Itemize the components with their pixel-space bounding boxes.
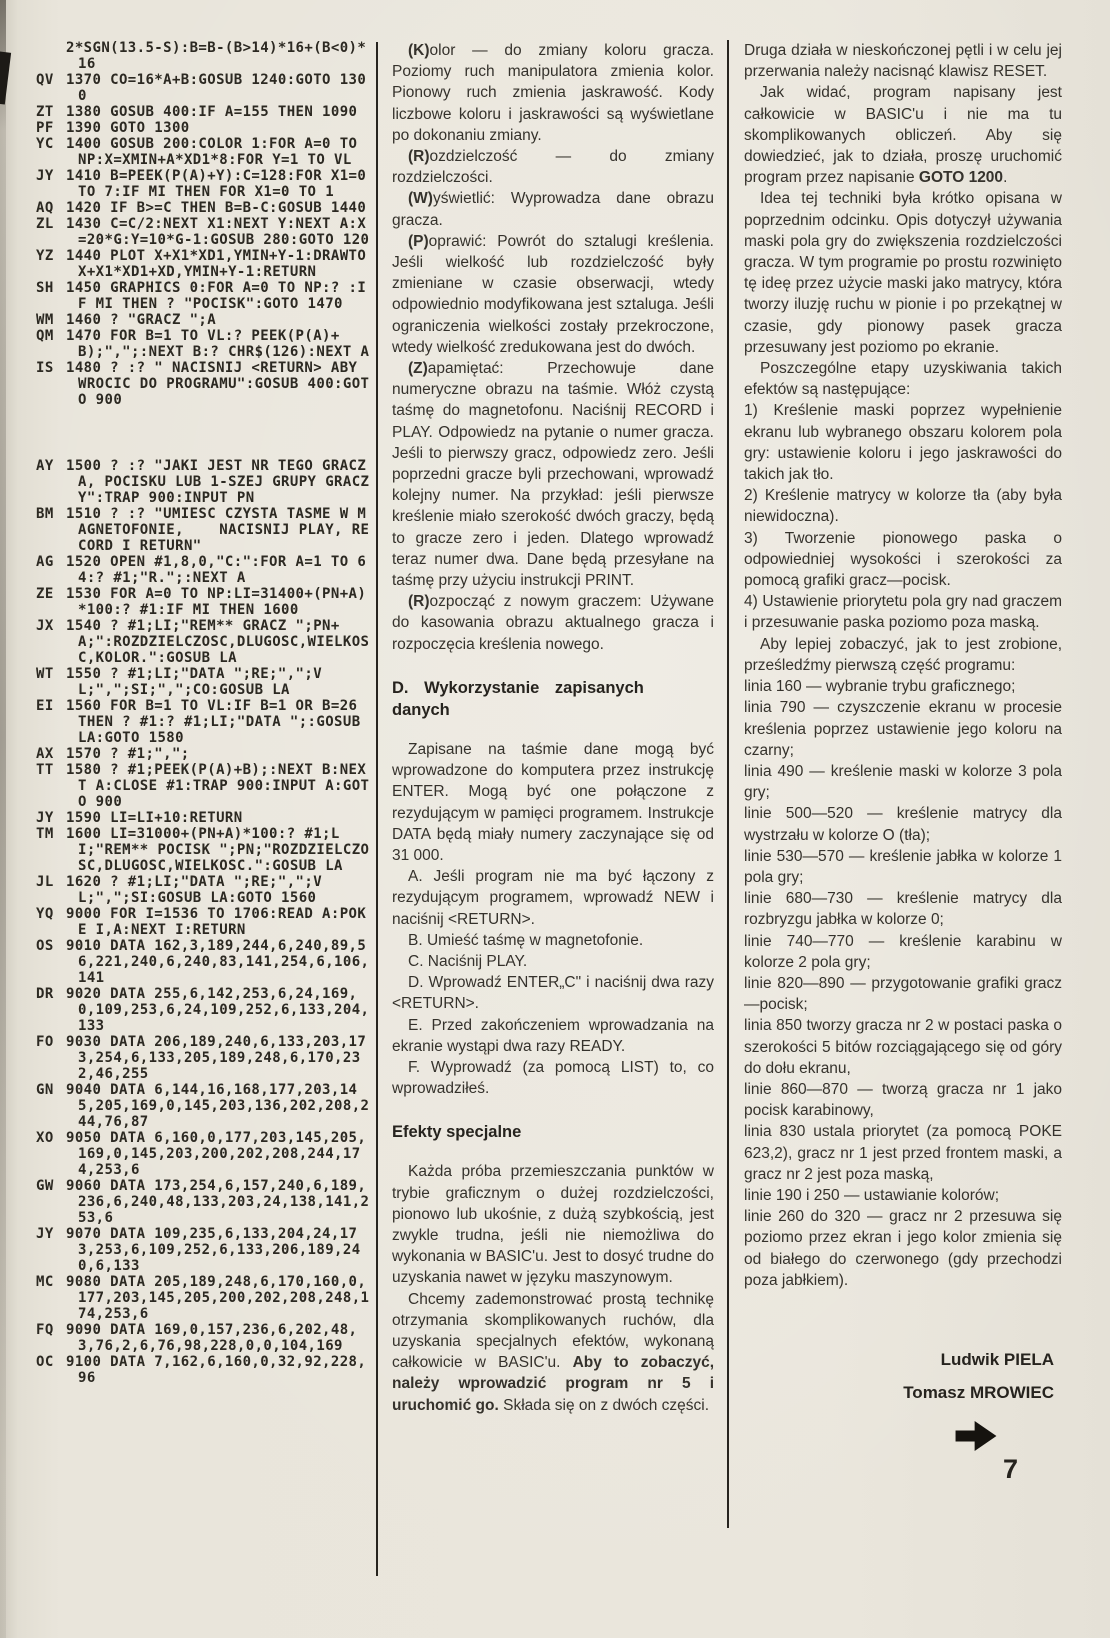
listing-checksum-code: OC bbox=[36, 1354, 54, 1370]
column-divider-right bbox=[727, 40, 729, 1528]
text-run: linie 820—890 — przygotowanie grafiki gracz—pocisk; bbox=[744, 974, 1062, 1014]
listing-code-text: 9060 DATA 173,254,6,157,240,6,189,236,6,240,48,133,203,24,138,141,253,6 bbox=[66, 1178, 370, 1226]
listing-code-text: 2*SGN(13.5-S):B=B-(B>14)*16+(B<0)*16 bbox=[66, 40, 367, 72]
paragraph bbox=[744, 761, 1062, 803]
text-run: ozpocząć z nowym graczem: Używane do kasowania obrazu aktualnego gracza i rozpoczęcia kreślenia nowego. bbox=[392, 593, 714, 653]
text-run: Aby lepiej zobaczyć, jak to jest zrobione, prześledźmy pierwszą część programu: bbox=[744, 635, 1062, 674]
listing-checksum-code: EI bbox=[36, 698, 54, 714]
listing-code-text: 9100 DATA 7,162,6,160,0,32,92,228,96 bbox=[66, 1354, 367, 1386]
listing-checksum-code: JY bbox=[36, 810, 54, 826]
paragraph bbox=[744, 485, 1062, 527]
author-name: Ludwik PIELA bbox=[940, 1349, 1054, 1369]
listing-checksum-code: OS bbox=[36, 938, 54, 954]
listing-checksum-code: IS bbox=[36, 360, 54, 376]
listing-line bbox=[36, 554, 370, 586]
listing-code-text: 9070 DATA 109,235,6,133,204,24,173,253,6,109,252,6,133,206,189,240,6,133 bbox=[66, 1226, 361, 1274]
listing-checksum-code: XO bbox=[36, 1130, 54, 1146]
scan-edge-artifact bbox=[0, 51, 11, 104]
listing-code-text: 9080 DATA 205,189,248,6,170,160,0,177,203,145,205,200,202,208,248,174,253,6 bbox=[66, 1274, 370, 1322]
listing-code-text: 1420 IF B>=C THEN B=B-C:GOSUB 1440 bbox=[66, 200, 367, 216]
listing-code-text: 9010 DATA 162,3,189,244,6,240,89,56,221,240,6,240,83,141,254,6,106,141 bbox=[66, 938, 370, 986]
listing-line bbox=[36, 810, 370, 826]
listing-checksum-code: SH bbox=[36, 280, 54, 296]
article-column-right bbox=[744, 40, 1062, 1485]
listing-code-text: 1550 ? #1;LI;"DATA ";RE;",";VL;",";SI;",";CO:GOSUB LA bbox=[66, 666, 323, 698]
listing-checksum-code: WM bbox=[36, 312, 54, 328]
paragraph bbox=[392, 231, 714, 358]
listing-code-text: 1370 CO=16*A+B:GOSUB 1240:GOTO 1300 bbox=[66, 72, 367, 104]
listing-checksum-code: ZT bbox=[36, 104, 54, 120]
listing-line bbox=[36, 104, 370, 120]
paragraph bbox=[392, 930, 714, 951]
listing-code-text: 1570 ? #1;","; bbox=[66, 746, 190, 762]
listing-line bbox=[36, 618, 370, 666]
listing-checksum-code: YZ bbox=[36, 248, 54, 264]
article-text-right bbox=[744, 40, 1062, 1291]
text-run: Druga działa w nieskończonej pętli i w celu jej przerwania należy nacisnąć klawisz RESET. bbox=[744, 42, 1062, 81]
listing-line bbox=[36, 698, 370, 746]
paragraph bbox=[392, 739, 714, 866]
listing-checksum-code: ZL bbox=[36, 216, 54, 232]
paragraph bbox=[392, 40, 714, 146]
listing-checksum-code: TT bbox=[36, 762, 54, 778]
paragraph bbox=[744, 1185, 1062, 1206]
listing-line bbox=[36, 216, 370, 248]
listing-section-gap bbox=[36, 408, 370, 458]
paragraph bbox=[392, 1057, 714, 1099]
listing-line bbox=[36, 1322, 370, 1354]
text-run: Idea tej techniki była krótko opisana w poprzednim odcinku. Opis dotyczył używania maski pola gry do zwiększenia rozdzielczości gracza. W tym programie po prostu rozwinięto tę ideę przez użycie maski jako matrycy, która tworzy iluzję ruchu w pionie i po przekątnej w czasie, gdy pionowy pasek gracza przesuwany jest poziomo po ekranie. bbox=[744, 190, 1062, 356]
listing-code-text: 1500 ? :? "JAKI JEST NR TEGO GRACZA, POCISKU LUB 1-SZEJ GRUPY GRACZY":TRAP 900:INPUT PN bbox=[66, 458, 370, 506]
paragraph bbox=[392, 951, 714, 972]
text-run: yświetlić: Wyprowadza dane obrazu gracza. bbox=[392, 190, 714, 229]
listing-line bbox=[36, 666, 370, 698]
paragraph bbox=[744, 888, 1062, 930]
paragraph bbox=[744, 973, 1062, 1015]
paragraph bbox=[392, 358, 714, 591]
listing-line bbox=[36, 938, 370, 986]
article-column-middle bbox=[392, 40, 714, 1416]
bold-text-run: (Z) bbox=[408, 360, 428, 378]
text-run: linia 830 ustala priorytet (za pomocą POKE 623,2), gracz nr 1 jest przed frontem maski, a gracz nr 2 jest poza maską, bbox=[744, 1123, 1062, 1183]
listing-checksum-code: QM bbox=[36, 328, 54, 344]
authors-block bbox=[744, 1343, 1062, 1409]
bold-text-run: (R) bbox=[408, 148, 430, 166]
listing-checksum-code: AX bbox=[36, 746, 54, 762]
paragraph bbox=[744, 40, 1062, 82]
section-heading: D. Wykorzystanie zapisanych danych bbox=[392, 678, 644, 719]
listing-code-text: 1450 GRAPHICS 0:FOR A=0 TO NP:? :IF MI THEN ? "POCISK":GOTO 1470 bbox=[66, 280, 367, 312]
text-run: Chcemy zademonstrować prostą technikę otrzymania skomplikowanych ruchów, dla uzyskania specjalnych efektów, wykonaną całkowicie w BASIC'u. bbox=[392, 1290, 714, 1372]
text-run: 1) Kreślenie maski poprzez wypełnienie ekranu lub wybranego obszaru kolorem pola gry: ustawienie koloru i jego jaskrawości do takich jak tło. bbox=[744, 402, 1062, 484]
listing-checksum-code: MC bbox=[36, 1274, 54, 1290]
paragraph bbox=[744, 676, 1062, 697]
text-run: F. Wyprowadź (za pomocą LIST) to, co wprowadziłeś. bbox=[392, 1058, 714, 1098]
text-run: linie 530—570 — kreślenie jabłka w kolorze 1 pola gry; bbox=[744, 847, 1062, 886]
text-run: linie 500—520 — kreślenie matrycy dla wystrzału w kolorze O (tła); bbox=[744, 805, 1062, 844]
listing-checksum-code: JL bbox=[36, 874, 54, 890]
listing-checksum-code: GN bbox=[36, 1082, 54, 1098]
text-run: E. Przed zakończeniem wprowadzania na ekranie wystąpi dwa razy READY. bbox=[392, 1016, 714, 1055]
listing-line bbox=[36, 458, 370, 506]
text-run: linia 160 — wybranie trybu graficznego; bbox=[744, 678, 1016, 696]
text-run: linie 260 do 320 — gracz nr 2 przesuwa się poziomo przez ekran i jego kolor zmienia się od białego do czerwonego (gdy przechodzi poza jabłkiem). bbox=[744, 1208, 1062, 1289]
listing-checksum-code: AY bbox=[36, 458, 54, 474]
listing-checksum-code: YQ bbox=[36, 906, 54, 922]
bold-text-run: (P) bbox=[408, 232, 429, 250]
text-run: 3) Tworzenie pionowego paska o odpowiedniej wysokości i szerokości za pomocą grafiki gracz—pocisk. bbox=[744, 529, 1062, 590]
listing-line bbox=[36, 120, 370, 136]
listing-checksum-code: PF bbox=[36, 120, 54, 136]
paragraph bbox=[744, 358, 1062, 400]
listing-line bbox=[36, 1274, 370, 1322]
page-number: 7 bbox=[1002, 1454, 1018, 1485]
listing-line bbox=[36, 40, 370, 72]
listing-code-text: 1560 FOR B=1 TO VL:IF B=1 OR B=26 THEN ? #1:? #1;LI;"DATA ";:GOSUB LA:GOTO 1580 bbox=[66, 698, 370, 746]
listing-line bbox=[36, 360, 370, 408]
paragraph bbox=[392, 866, 714, 930]
text-run: linie 740—770 — kreślenie karabinu w kolorze 2 pola gry; bbox=[744, 932, 1062, 971]
paragraph bbox=[392, 146, 714, 188]
listing-checksum-code: JY bbox=[36, 1226, 54, 1242]
text-run: apamiętać: Przechowuje dane numeryczne obrazu na taśmie. Włóż czystą taśmę do magnetofonu. Naciśnij RECORD i PLAY. Odpowiedz na pytanie o numer gracza. Jeśli to pierwszy gracz, odpowiedz zero. Jeśli poprzedni gracze byli przechowani, wprowadź kolejny numer. Na przykład: jeśli pierwsze kreślenie miało szerokość dwóch graczy, będą to gracze zero i jeden. Dlatego wprowadź teraz numer dwa. Dane będą przesyłane na taśmę przy użyciu instrukcji PRINT. bbox=[392, 360, 714, 590]
text-run: linia 490 — kreślenie maski w kolorze 3 pola gry; bbox=[744, 762, 1062, 802]
listing-code-text: 9030 DATA 206,189,240,6,133,203,173,254,6,133,205,189,248,6,170,232,46,255 bbox=[66, 1034, 367, 1082]
listing-line bbox=[36, 746, 370, 762]
listing-code-text: 1460 ? "GRACZ ";A bbox=[66, 312, 217, 328]
listing-line bbox=[36, 72, 370, 104]
text-run: D. Wprowadź ENTER„C" i naciśnij dwa razy <RETURN>. bbox=[392, 974, 714, 1013]
listing-checksum-code: DR bbox=[36, 986, 54, 1002]
listing-code-text: 1520 OPEN #1,8,0,"C:":FOR A=1 TO 64:? #1;"R.";:NEXT A bbox=[66, 554, 367, 586]
listing-code-text: 1600 LI=31000+(PN+A)*100:? #1;LI;"REM** POCISK ";PN;"ROZDZIELCZOSC,DLUGOSC,WIELKOSC.":GOSUB LA bbox=[66, 826, 370, 874]
text-run: linia 850 tworzy gracza nr 2 w postaci paska o szerokości 5 bitów rozciągającego się od góry do dołu ekranu, bbox=[744, 1017, 1062, 1077]
column-divider-left bbox=[376, 42, 378, 1576]
listing-line bbox=[36, 136, 370, 168]
listing-line bbox=[36, 1178, 370, 1226]
paragraph bbox=[744, 1121, 1062, 1185]
paragraph bbox=[744, 528, 1062, 592]
listing-line bbox=[36, 328, 370, 360]
listing-code-text: 1440 PLOT X+X1*XD1,YMIN+Y-1:DRAWTO X+X1*XD1+XD,YMIN+Y-1:RETURN bbox=[66, 248, 376, 280]
listing-code-text: 1470 FOR B=1 TO VL:? PEEK(P(A)+B);",";:NEXT B:? CHR$(126):NEXT A bbox=[66, 328, 370, 360]
paragraph bbox=[744, 1206, 1062, 1291]
listing-line bbox=[36, 312, 370, 328]
author-name: Tomasz MROWIEC bbox=[903, 1382, 1054, 1402]
text-run: . bbox=[1003, 169, 1008, 187]
text-run: Każda próba przemieszczania punktów w trybie graficznym o dużej rozdzielczości, pionowo lub ukośnie, z dużą szybkością, jest zwykle trudna, jeśli nie niemożliwa do wykonania w BASIC'u. Jest to dosyć trudne do uzyskania nawet w języku maszynowym. bbox=[392, 1163, 714, 1287]
listing-code-text: 9040 DATA 6,144,16,168,177,203,145,205,169,0,145,203,136,202,208,244,76,87 bbox=[66, 1082, 370, 1130]
paragraph bbox=[392, 591, 714, 655]
listing-code-text: 1390 GOTO 1300 bbox=[66, 120, 190, 136]
bold-text-run: Aby to zobaczyć, należy wprowadzić program nr 5 i uruchomić go. bbox=[392, 1354, 714, 1414]
listing-code-text: 1540 ? #1;LI;"REM** GRACZ ";PN+A;":ROZDZIELCZOSC,DLUGOSC,WIELKOSC,KOLOR.":GOSUB LA bbox=[66, 618, 370, 666]
listing-code-text: 1580 ? #1;PEEK(P(A)+B);:NEXT B:NEXT A:CLOSE #1:TRAP 900:INPUT A:GOTO 900 bbox=[66, 762, 370, 810]
listing-line bbox=[36, 986, 370, 1034]
listing-code-text: 1510 ? :? "UMIESC CZYSTA TASME W MAGNETOFONIE, NACISNIJ PLAY, RECORD I RETURN" bbox=[66, 506, 370, 554]
bold-text-run: GOTO 1200 bbox=[918, 169, 1004, 187]
text-run: Jak widać, program napisany jest całkowicie w BASIC'u i nie ma tu skomplikowanych obliczeń. Aby się dowiedzieć, jak to działa, proszę uruchomić program przez napisanie bbox=[744, 84, 1062, 187]
listing-checksum-code: TM bbox=[36, 826, 54, 842]
text-run: A. Jeśli program nie ma być łączony z rezydującym programem, wprowadź NEW i naciśnij <RETURN>. bbox=[392, 868, 714, 928]
listing-line bbox=[36, 1130, 370, 1178]
listing-checksum-code: FQ bbox=[36, 1322, 54, 1338]
scan-edge-shadow bbox=[0, 0, 6, 1638]
listing-code-text: 9050 DATA 6,160,0,177,203,145,205,169,0,145,203,200,202,208,244,174,253,6 bbox=[66, 1130, 367, 1178]
listing-line bbox=[36, 248, 376, 280]
listing-line bbox=[36, 906, 370, 938]
bold-text-run: (R) bbox=[408, 593, 430, 611]
text-run: C. Naciśnij PLAY. bbox=[408, 952, 528, 970]
listing-code-text: 9090 DATA 169,0,157,236,6,202,48,3,76,2,6,76,98,228,0,0,104,169 bbox=[66, 1322, 358, 1354]
paragraph bbox=[744, 188, 1062, 358]
text-run: olor — do zmiany koloru gracza. Poziomy ruch manipulatora zmienia kolor. Pionowy ruch zmienia jaskrawość. Kody liczbowe koloru i jaskrawości są wyświetlane po dokonaniu zmiany. bbox=[392, 42, 714, 144]
text-run: Składa się on z dwóch części. bbox=[498, 1396, 710, 1414]
listing-code-text: 9000 FOR I=1536 TO 1706:READ A:POKE I,A:NEXT I:RETURN bbox=[66, 906, 367, 938]
text-run: Zapisane na taśmie dane mogą być wprowadzone do komputera przez instrukcję ENTER. Mogą być one połączone z rezydującym w pamięci programem. Instrukcje DATA będą miały numery zaczynające się od 31 000. bbox=[392, 740, 714, 864]
text-run: linie 190 i 250 — ustawianie kolorów; bbox=[744, 1186, 1000, 1204]
text-run: 2) Kreślenie matrycy w kolorze tła (aby była niewidoczna). bbox=[744, 487, 1062, 526]
text-run: linie 680—730 — kreślenie matrycy dla rozbryzgu jabłka w kolorze 0; bbox=[744, 890, 1062, 929]
listing-checksum-code: JX bbox=[36, 618, 54, 634]
text-run: Poszczególne etapy uzyskiwania takich efektów są następujące: bbox=[744, 360, 1062, 399]
listing-checksum-code: ZE bbox=[36, 586, 54, 602]
section-heading: Efekty specjalne bbox=[392, 1123, 522, 1142]
paragraph bbox=[744, 634, 1062, 676]
listing-checksum-code: AG bbox=[36, 554, 54, 570]
paragraph bbox=[744, 82, 1062, 188]
bold-text-run: (K) bbox=[408, 42, 430, 59]
paragraph bbox=[744, 846, 1062, 888]
listing-line bbox=[36, 280, 370, 312]
paragraph bbox=[744, 931, 1062, 973]
paragraph bbox=[392, 1161, 714, 1288]
listing-line bbox=[36, 506, 370, 554]
listing-line bbox=[36, 874, 370, 906]
text-run: linie 860—870 — tworzą gracza nr 1 jako pocisk karabinowy, bbox=[744, 1080, 1062, 1120]
listing-line bbox=[36, 762, 370, 810]
listing-checksum-code: JY bbox=[36, 168, 54, 184]
listing-code-text: 1620 ? #1;LI;"DATA ";RE;",";VL;",";SI:GOSUB LA:GOTO 1560 bbox=[66, 874, 323, 906]
listing-code-text: 1530 FOR A=0 TO NP:LI=31400+(PN+A)*100:? #1:IF MI THEN 1600 bbox=[66, 586, 367, 618]
paragraph bbox=[392, 188, 714, 230]
text-run: 4) Ustawienie priorytetu pola gry nad graczem i przesuwanie paska poziomo poza maską. bbox=[744, 593, 1062, 632]
text-run: linia 790 — czyszczenie ekranu w procesie kreślenia poprzez ustawienie jego koloru na czarny; bbox=[744, 699, 1062, 759]
paragraph bbox=[392, 972, 714, 1014]
listing-checksum-code: BM bbox=[36, 506, 54, 522]
listing-code-text: 1380 GOSUB 400:IF A=155 THEN 1090 bbox=[66, 104, 358, 120]
listing-checksum-code: AQ bbox=[36, 200, 54, 216]
paragraph bbox=[744, 1079, 1062, 1121]
listing-checksum-code: WT bbox=[36, 666, 54, 682]
listing-checksum-code: FO bbox=[36, 1034, 54, 1050]
listing-line bbox=[36, 1226, 370, 1274]
listing-line bbox=[36, 586, 370, 618]
listing-line bbox=[36, 1034, 370, 1082]
listing-code-text: 9020 DATA 255,6,142,253,6,24,169,0,109,253,6,24,109,252,6,133,204,133 bbox=[66, 986, 370, 1034]
paragraph bbox=[744, 400, 1062, 485]
listing-code-text: 1480 ? :? " NACISNIJ <RETURN> ABY WROCIC DO PROGRAMU":GOSUB 400:GOTO 900 bbox=[66, 360, 370, 408]
paragraph bbox=[744, 1015, 1062, 1079]
listing-line bbox=[36, 826, 370, 874]
basic-listing bbox=[36, 40, 376, 1386]
listing-code-text: 1410 B=PEEK(P(A)+Y):C=128:FOR X1=0 TO 7:IF MI THEN FOR X1=0 TO 1 bbox=[66, 168, 376, 200]
paragraph bbox=[744, 591, 1062, 633]
paragraph bbox=[392, 1289, 714, 1416]
text-run: ozdzielczość — do zmiany rozdzielczości. bbox=[392, 148, 714, 187]
listing-line bbox=[36, 1082, 370, 1130]
listing-code-text: 1590 LI=LI+10:RETURN bbox=[66, 810, 243, 826]
listing-checksum-code: GW bbox=[36, 1178, 54, 1194]
listing-code-text: 1430 C=C/2:NEXT X1:NEXT Y:NEXT A:X=20*G:Y=10*G-1:GOSUB 280:GOTO 120 bbox=[66, 216, 370, 248]
listing-line bbox=[36, 1354, 370, 1386]
bold-text-run: (W) bbox=[408, 190, 433, 208]
listing-checksum-code: YC bbox=[36, 136, 54, 152]
continuation-arrow-icon bbox=[744, 1421, 1062, 1457]
listing-checksum-code: QV bbox=[36, 72, 54, 88]
listing-code-text: 1400 GOSUB 200:COLOR 1:FOR A=0 TO NP:X=XMIN+A*XD1*8:FOR Y=1 TO VL bbox=[66, 136, 367, 168]
paragraph bbox=[392, 1015, 714, 1057]
text-run: B. Umieść taśmę w magnetofonie. bbox=[408, 931, 644, 949]
listing-line bbox=[36, 200, 370, 216]
paragraph bbox=[744, 697, 1062, 761]
paragraph bbox=[744, 803, 1062, 845]
listing-line bbox=[36, 168, 376, 200]
text-run: oprawić: Powrót do sztalugi kreślenia. Jeśli wielkość lub rozdzielczość były zmieniane w czasie obserwacji, wtedy odpowiednio modyfikowana jest sztaluga. Jeśli ograniczenia wielkości zostały przekroczone, wtedy wielkość zredukowana jest do dwóch. bbox=[392, 232, 714, 356]
